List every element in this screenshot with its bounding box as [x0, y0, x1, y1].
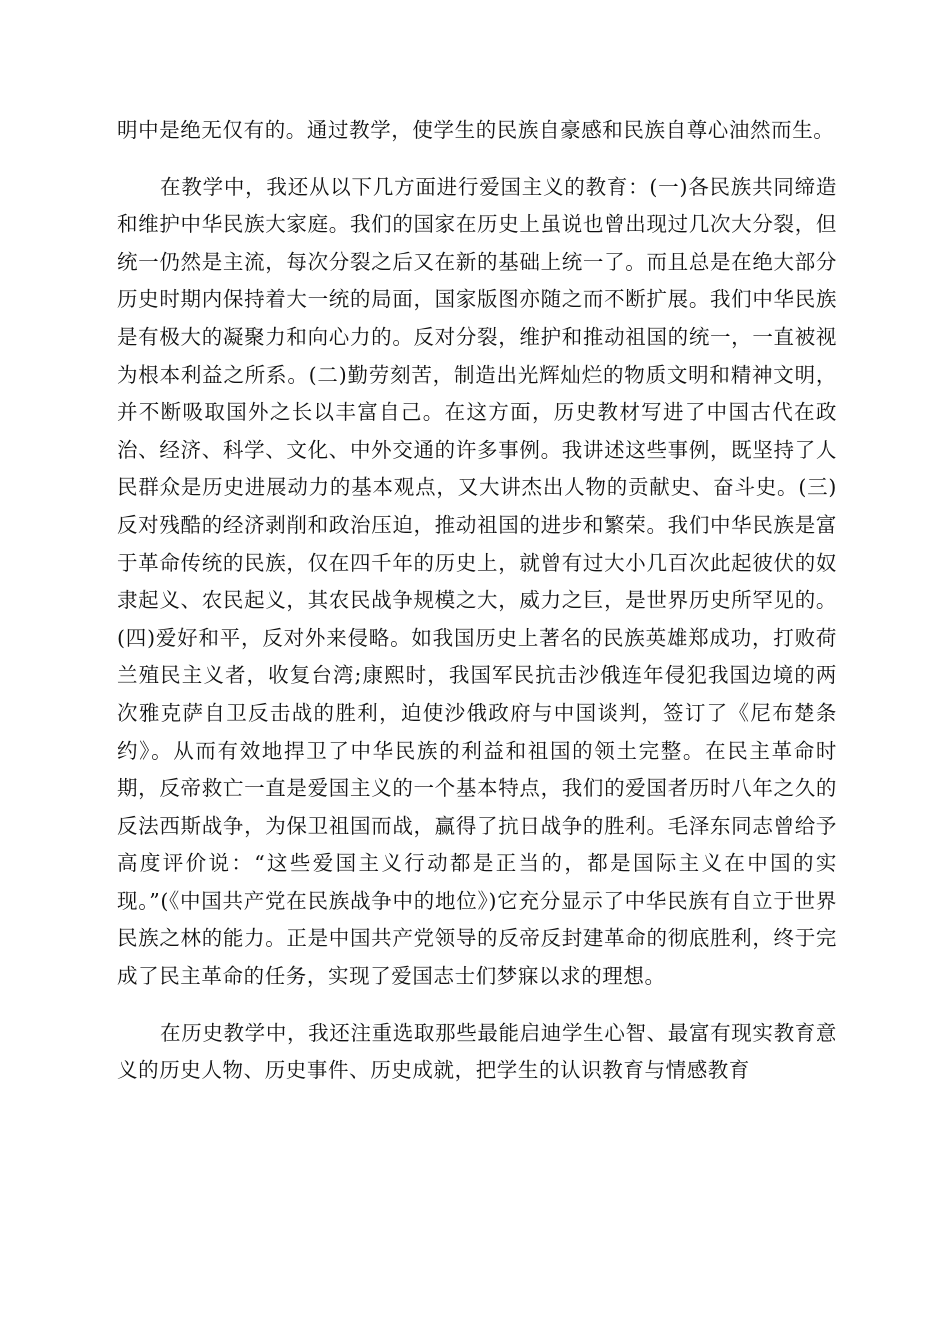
- paragraph-history-teaching: 在历史教学中，我还注重选取那些最能启迪学生心智、最富有现实教育意义的历史人物、历史事件、历史成就，把学生的认识教育与情感教育: [117, 1020, 837, 1083]
- paragraph-patriotic-education: 在教学中，我还从以下几方面进行爱国主义的教育：(一)各民族共同缔造和维护中华民族大家庭。我们的国家在历史上虽说也曾出现过几次大分裂，但统一仍然是主流，每次分裂之后又在新的基础上统一了。而且总是在绝大部分历史时期内保持着大一统的局面，国家版图亦随之而不断扩展。我们中华民族是有极大的凝聚力和向心力的。反对分裂，维护和推动祖国的统一，一直被视为根本利益之所系。(二)勤劳刻苦，制造出光辉灿烂的物质文明和精神文明，并不断吸取国外之长以丰富自己。在这方面，历史教材写进了中国古代在政治、经济、科学、文化、中外交通的许多事例。我讲述这些事例，既坚持了人民群众是历史进展动力的基本观点，又大讲杰出人物的贡献史、奋斗史。(三)反对残酷的经济剥削和政治压迫，推动祖国的进步和繁荣。我们中华民族是富于革命传统的民族，仅在四千年的历史上，就曾有过大小几百次此起彼伏的奴隶起义、农民起义，其农民战争规模之大，威力之巨，是世界历史所罕见的。(四)爱好和平，反对外来侵略。如我国历史上著名的民族英雄郑成功，打败荷兰殖民主义者，收复台湾;康熙时，我国军民抗击沙俄连年侵犯我国边境的两次雅克萨自卫反击战的胜利，迫使沙俄政府与中国谈判，签订了《尼布楚条约》。从而有效地捍卫了中华民族的利益和祖国的领土完整。在民主革命时期，反帝救亡一直是爱国主义的一个基本特点，我们的爱国者历时八年之久的反法西斯战争，为保卫祖国而战，赢得了抗日战争的胜利。毛泽东同志曾给予高度评价说：“这些爱国主义行动都是正当的，都是国际主义在中国的实现。”(《中国共产党在民族战争中的地位》)它充分显示了中华民族有自立于世界民族之林的能力。正是中国共产党领导的反帝反封建革命的彻底胜利，终于完成了民主革命的任务，实现了爱国志士们梦寐以求的理想。: [117, 174, 837, 989]
- document-body: [117, 112, 837, 1090]
- paragraph-continued: 明中是绝无仅有的。通过教学，使学生的民族自豪感和民族自尊心油然而生。: [117, 118, 835, 142]
